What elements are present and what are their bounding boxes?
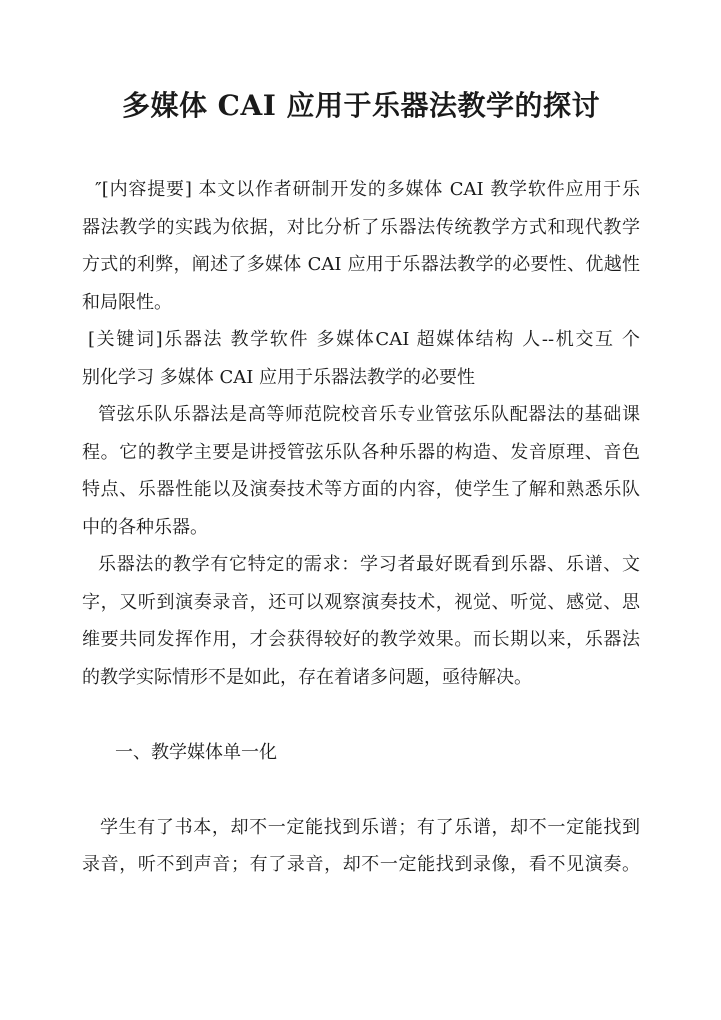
document-content [82,0,640,884]
section-heading-1: 一、教学媒体单一化 [115,742,277,763]
body-paragraph-1-line: 管弦乐队乐器法是高等师范院校音乐专业管弦乐队配器法的基础课 [98,404,640,425]
keywords-paragraph [82,321,640,396]
body-paragraph-1-line: 中的各种乐器。 [82,516,208,538]
abstract-paragraph-line: 器法教学的实践为依据，对比分析了乐器法传统教学方式和现代教学 [82,216,640,238]
document-title: 多媒体 CAI 应用于乐器法教学的探讨 [121,89,601,122]
abstract-paragraph [82,171,640,321]
body-paragraph-3-line: 录音，听不到声音；有了录音，却不一定能找到录像，看不见演奏。 [82,854,640,875]
body-paragraph-2-line: 乐器法的教学有它特定的需求：学习者最好既看到乐器、乐谱、文 [98,554,640,575]
body-paragraph-2-line: 的教学实际情形不是如此，存在着诸多问题，亟待解决。 [82,666,532,688]
abstract-paragraph-line: 和局限性。 [82,291,172,313]
body-paragraph-3 [82,809,640,884]
body-paragraph-3-line: 学生有了书本，却不一定能找到乐谱；有了乐谱，却不一定能找到 [100,816,640,838]
body-paragraph-2-line: 维要共同发挥作用，才会获得较好的教学效果。而长期以来，乐器法 [82,629,640,650]
body-paragraph-2-line: 字，又听到演奏录音，还可以观察演奏技术，视觉、听觉、感觉、思 [82,591,640,613]
body-paragraph-1 [82,396,640,546]
body-paragraph-1-line: 程。它的教学主要是讲授管弦乐队各种乐器的构造、发音原理、音色 [82,441,640,463]
abstract-paragraph-line: 方式的利弊，阐述了多媒体 CAI 应用于乐器法教学的必要性、优越性 [82,254,640,275]
keywords-paragraph-line: [关键词]乐器法 教学软件 多媒体CAI 超媒体结构 人--机交互 个 [88,329,640,350]
body-paragraph-2 [82,546,640,696]
keywords-paragraph-line: 别化学习 多媒体 CAI 应用于乐器法教学的必要性 [82,366,476,388]
abstract-paragraph-line: ″[内容提要] 本文以作者研制开发的多媒体 CAI 教学软件应用于乐 [95,179,640,200]
body-paragraph-1-line: 特点、乐器性能以及演奏技术等方面的内容，使学生了解和熟悉乐队 [82,479,640,500]
